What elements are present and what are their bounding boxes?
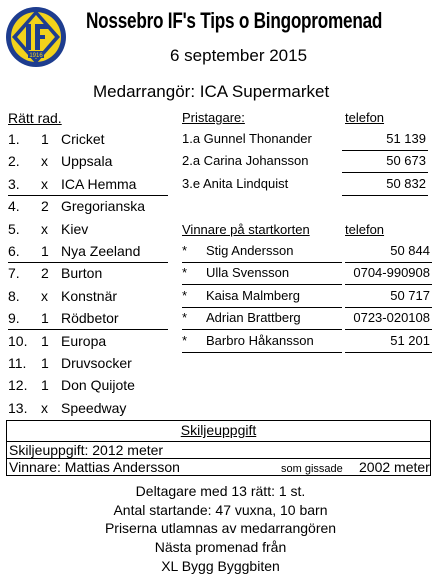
event-date: 6 september 2015 bbox=[170, 46, 308, 65]
ratt-rad-name: Rödbetor bbox=[61, 310, 119, 327]
ratt-rad-heading: Rätt rad. bbox=[8, 110, 62, 126]
skiljeuppgift-question: Skiljeuppgift: 2012 meter bbox=[7, 441, 430, 459]
pristagare-row bbox=[182, 129, 428, 151]
pristagare-phone: 51 139 bbox=[386, 131, 426, 146]
ratt-rad-num: 13. bbox=[8, 399, 28, 416]
ratt-rad-num: 12. bbox=[8, 377, 28, 394]
vinnare-row bbox=[182, 286, 432, 308]
ratt-rad-name: Nya Zeeland bbox=[61, 243, 141, 259]
ratt-rad-name: Europa bbox=[61, 332, 107, 349]
ratt-rad-sign: 2 bbox=[41, 198, 49, 215]
ratt-rad-name: Don Quijote bbox=[61, 377, 135, 394]
ratt-rad-row bbox=[8, 353, 168, 375]
ratt-rad-sign: 1 bbox=[41, 131, 49, 147]
logo-year: 1916 bbox=[29, 53, 43, 59]
page-title: Nossebro IF's Tips o Bingopromenad bbox=[86, 8, 383, 33]
ratt-rad-sign: x bbox=[41, 153, 48, 170]
footer-line-4: Nästa promenad från bbox=[154, 539, 287, 555]
vinnare-phone: 0723-020108 bbox=[353, 310, 430, 326]
ratt-rad-num: 7. bbox=[8, 265, 20, 282]
ratt-rad-row bbox=[8, 241, 168, 263]
vinnare-name: Barbro Håkansson bbox=[206, 332, 314, 348]
ratt-rad-row bbox=[8, 219, 168, 241]
skiljeuppgift-box bbox=[6, 420, 431, 476]
ratt-rad-name: Uppsala bbox=[61, 153, 113, 170]
ratt-rad-num: 2. bbox=[8, 153, 20, 170]
pristagare-heading: Pristagare: bbox=[182, 110, 245, 125]
ratt-rad-num: 6. bbox=[8, 243, 20, 259]
ratt-rad-num: 8. bbox=[8, 287, 20, 304]
ratt-rad-name: Gregorianska bbox=[61, 198, 146, 215]
vinnare-row bbox=[182, 308, 432, 330]
pristagare-phone: 50 673 bbox=[386, 153, 426, 169]
vinnare-name: Adrian Brattberg bbox=[206, 310, 301, 326]
ratt-rad-sign: x bbox=[41, 220, 48, 237]
footer-line-5: XL Bygg Byggbiten bbox=[161, 558, 280, 574]
pristagare-phone: 50 832 bbox=[386, 175, 426, 191]
vinnare-row bbox=[182, 263, 432, 285]
ratt-rad-row bbox=[8, 398, 168, 420]
vinnare-heading: Vinnare på startkorten bbox=[182, 222, 310, 237]
ratt-rad-sign: 1 bbox=[41, 332, 49, 349]
vinnare-name: Stig Andersson bbox=[206, 243, 294, 258]
vinnare-phone: 50 844 bbox=[390, 243, 430, 258]
vinnare-phone: 0704-990908 bbox=[353, 265, 430, 281]
ratt-rad-name: Druvsocker bbox=[61, 355, 132, 371]
ratt-rad-num: 3. bbox=[8, 175, 20, 192]
ratt-rad-row bbox=[8, 331, 168, 353]
vinnare-phone: 51 201 bbox=[390, 332, 430, 348]
pristagare-name: 3.e Anita Lindquist bbox=[182, 175, 289, 191]
ratt-rad-sign: 2 bbox=[41, 265, 49, 282]
ratt-rad-sign: x bbox=[41, 287, 48, 304]
ratt-rad-sign: 1 bbox=[41, 243, 49, 259]
ratt-rad-sign: 1 bbox=[41, 355, 49, 371]
vinnare-row bbox=[182, 241, 432, 263]
pristagare-row bbox=[182, 174, 428, 196]
club-logo bbox=[4, 4, 68, 74]
ratt-rad-row bbox=[8, 286, 168, 308]
ratt-rad-row bbox=[8, 196, 168, 218]
skiljeuppgift-winner: Vinnare: Mattias Andersson bbox=[9, 459, 180, 475]
ratt-rad-sign: x bbox=[41, 399, 48, 416]
ratt-rad-sign: 1 bbox=[41, 310, 49, 327]
vinnare-phone: 50 717 bbox=[390, 287, 430, 303]
pristagare-name: 2.a Carina Johansson bbox=[182, 153, 309, 169]
footer-line-3: Priserna utlamnas av medarrangören bbox=[104, 520, 337, 536]
pristagare-name: 1.a Gunnel Thonander bbox=[182, 131, 312, 146]
ratt-rad-row bbox=[8, 308, 168, 330]
vinnare-star: * bbox=[182, 310, 188, 326]
pristagare-row bbox=[182, 151, 428, 173]
ratt-rad-sign: x bbox=[41, 175, 48, 192]
ratt-rad-row bbox=[8, 174, 168, 196]
ratt-rad-row bbox=[8, 151, 168, 173]
pristagare-phone-heading: telefon bbox=[345, 110, 385, 125]
vinnare-star: * bbox=[182, 287, 188, 303]
ratt-rad-num: 4. bbox=[8, 198, 20, 215]
sponsor-line: Medarrangör: ICA Supermarket bbox=[93, 82, 330, 101]
vinnare-star: * bbox=[182, 243, 188, 258]
ratt-rad-num: 1. bbox=[8, 131, 20, 147]
vinnare-phone-heading: telefon bbox=[345, 222, 385, 237]
skiljeuppgift-heading: Skiljeuppgift bbox=[180, 422, 257, 438]
ratt-rad-name: Speedway bbox=[61, 399, 127, 416]
ratt-rad-name: Konstnär bbox=[61, 287, 118, 304]
skiljeuppgift-guess-value: 2002 meter bbox=[359, 459, 430, 475]
ratt-rad-num: 10. bbox=[8, 332, 28, 349]
ratt-rad-row bbox=[8, 375, 168, 397]
ratt-rad-num: 11. bbox=[8, 355, 27, 371]
vinnare-name: Ulla Svensson bbox=[206, 265, 290, 281]
ratt-rad-name: Kiev bbox=[61, 220, 89, 237]
ratt-rad-num: 9. bbox=[8, 310, 20, 327]
ratt-rad-row bbox=[8, 263, 168, 285]
vinnare-star: * bbox=[182, 265, 188, 281]
ratt-rad-sign: 1 bbox=[41, 377, 49, 394]
vinnare-row bbox=[182, 331, 432, 353]
ratt-rad-row bbox=[8, 129, 168, 151]
ratt-rad-num: 5. bbox=[8, 220, 20, 237]
skiljeuppgift-guess-label: som gissade bbox=[281, 463, 343, 475]
footer-line-2: Antal startande: 47 vuxna, 10 barn bbox=[113, 502, 328, 518]
ratt-rad-name: ICA Hemma bbox=[61, 175, 137, 192]
vinnare-name: Kaisa Malmberg bbox=[206, 287, 300, 303]
ratt-rad-name: Cricket bbox=[61, 131, 105, 147]
footer-line-1: Deltagare med 13 rätt: 1 st. bbox=[135, 483, 306, 499]
ratt-rad-name: Burton bbox=[61, 265, 103, 282]
vinnare-star: * bbox=[182, 332, 188, 348]
